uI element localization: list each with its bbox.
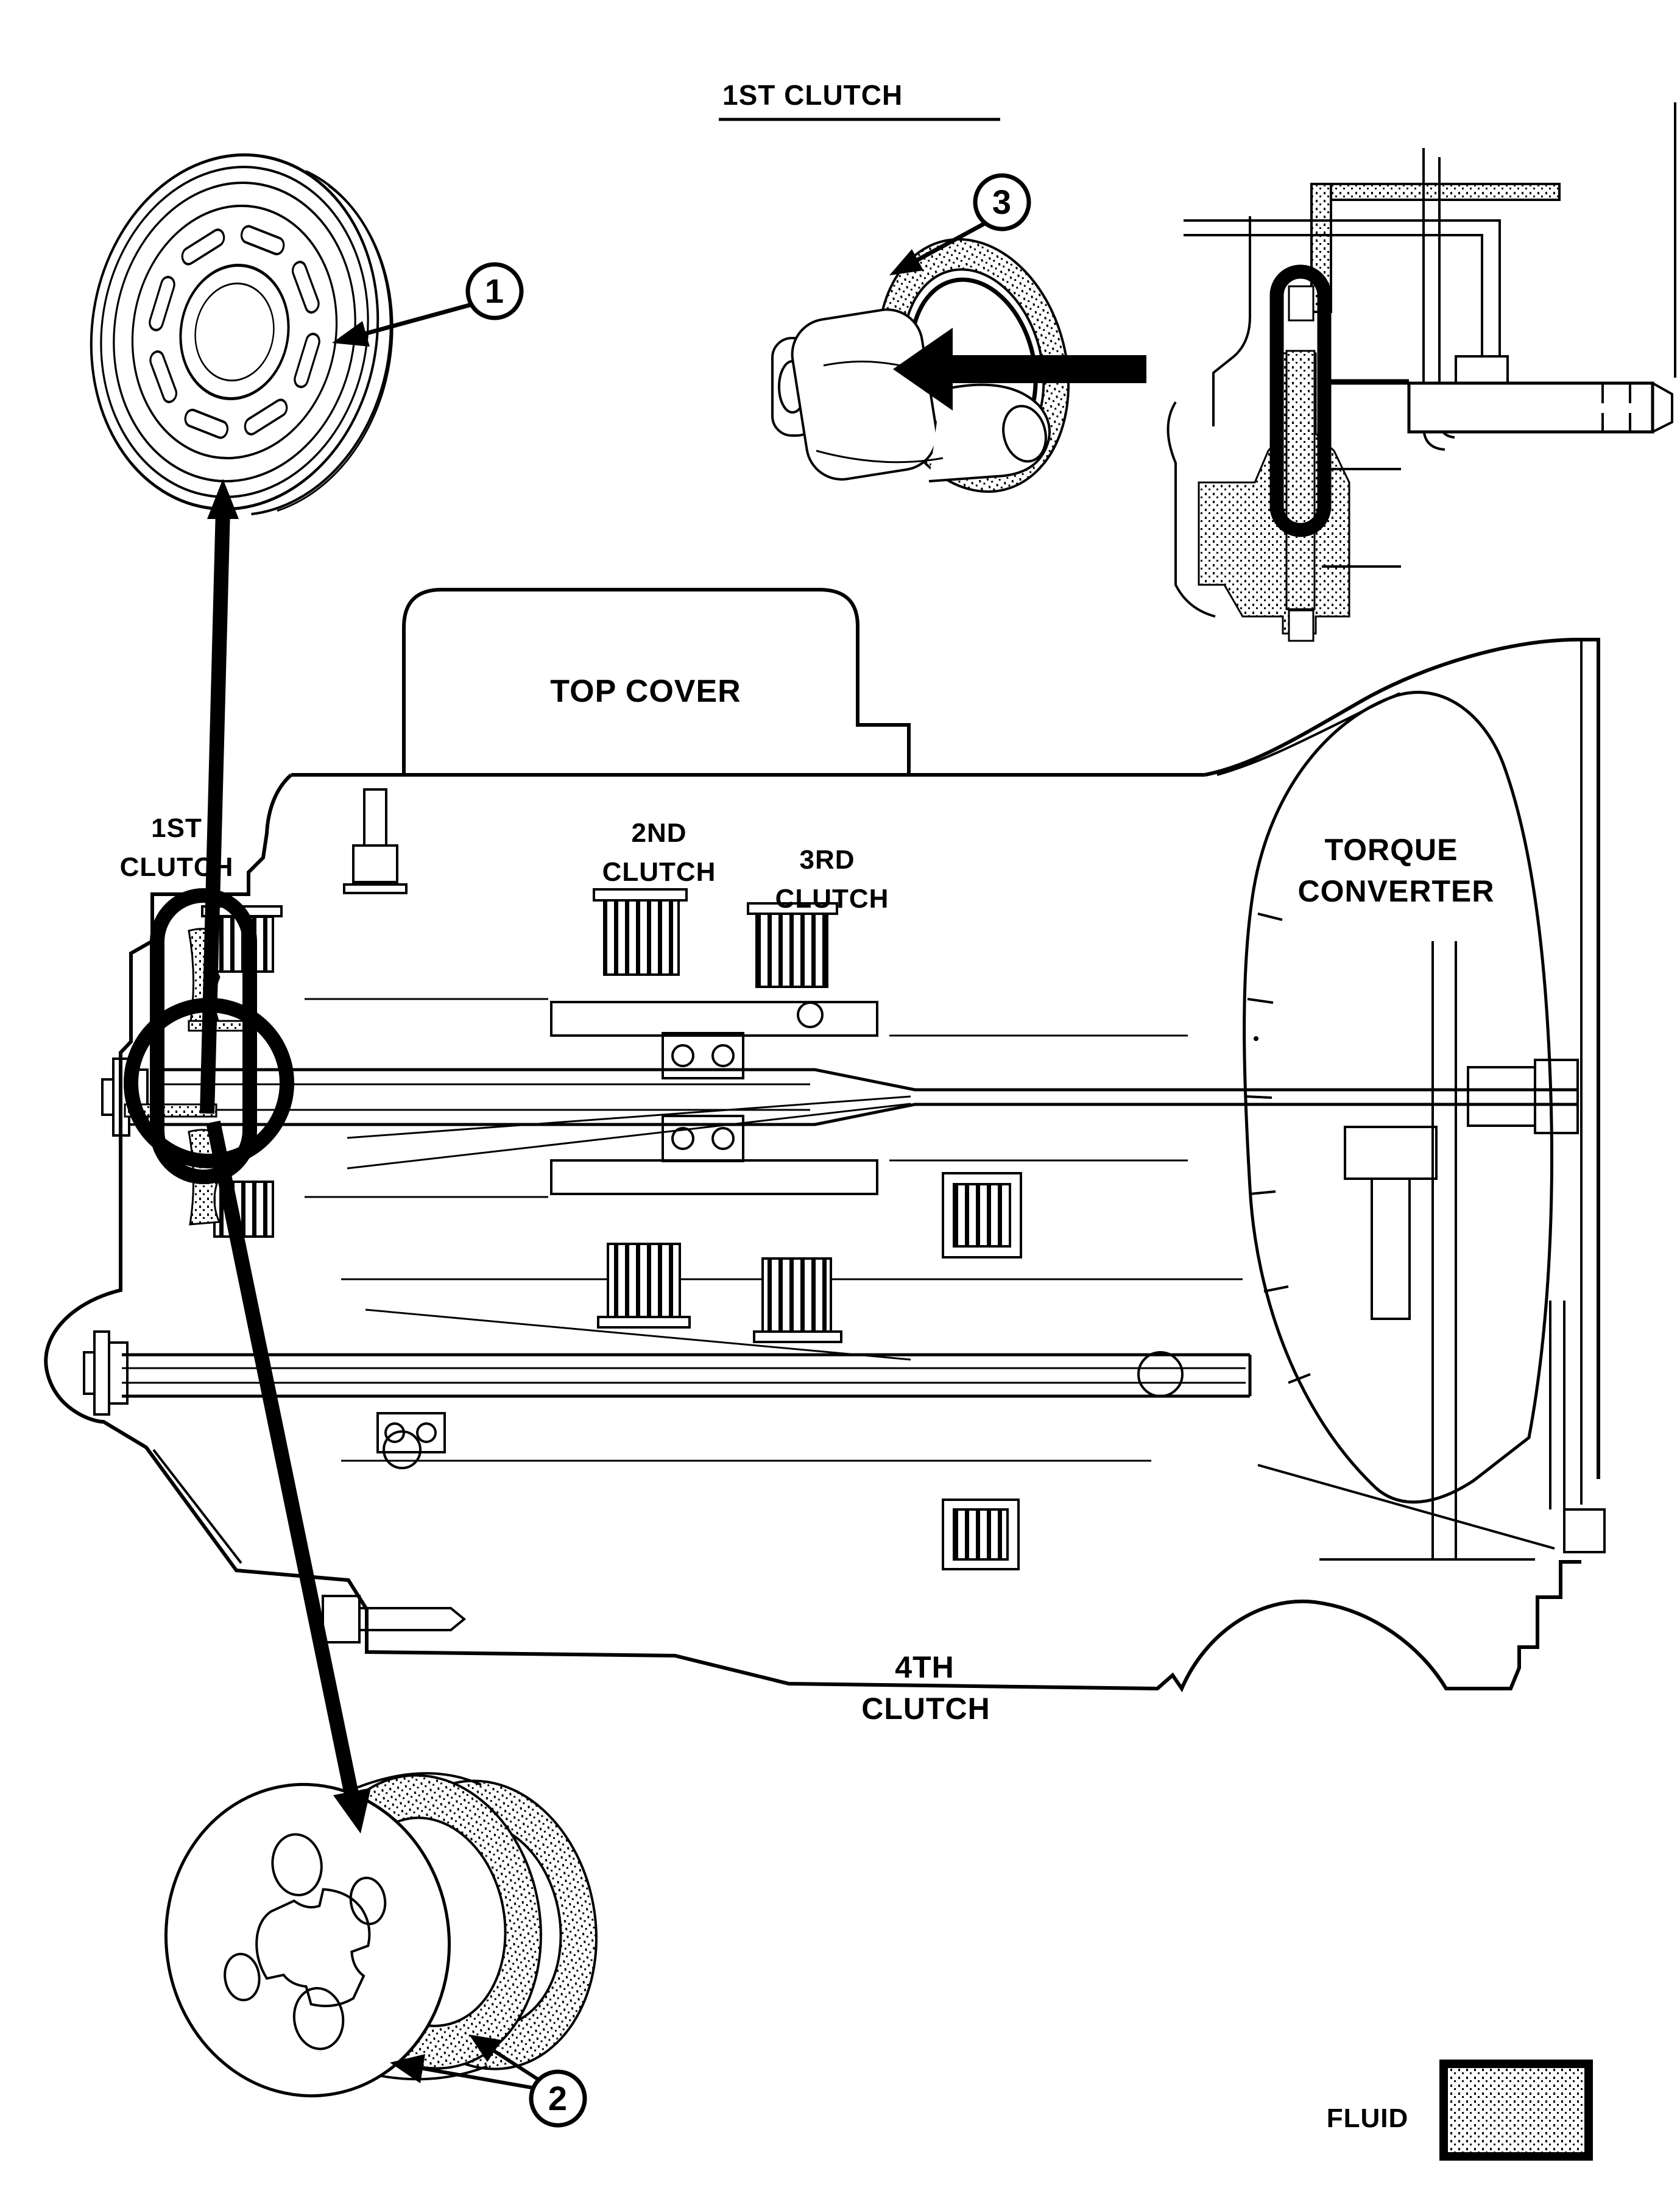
label-second-clutch-line2: CLUTCH bbox=[602, 857, 716, 887]
label-torque-converter-line1: TORQUE bbox=[1324, 833, 1458, 867]
label-third-clutch-line1: 3RD bbox=[799, 845, 855, 875]
callout-2-number: 2 bbox=[548, 2079, 568, 2117]
callout-3-number: 3 bbox=[992, 183, 1012, 221]
callout-1-number: 1 bbox=[484, 272, 505, 310]
title-text: 1ST CLUTCH bbox=[722, 79, 903, 111]
label-first-clutch-line1: 1ST bbox=[151, 813, 202, 843]
label-third-clutch-line2: CLUTCH bbox=[775, 884, 889, 914]
legend-fluid-swatch bbox=[1444, 2064, 1589, 2156]
label-top-cover: TOP COVER bbox=[550, 674, 741, 709]
label-first-clutch-line2: CLUTCH bbox=[119, 852, 234, 882]
legend-fluid-label: FLUID bbox=[1326, 2103, 1409, 2133]
label-fourth-clutch-line2: CLUTCH bbox=[861, 1692, 990, 1726]
label-second-clutch-line1: 2ND bbox=[631, 818, 687, 848]
label-fourth-clutch-line1: 4TH bbox=[895, 1650, 955, 1684]
label-torque-converter-line2: CONVERTER bbox=[1297, 874, 1495, 908]
